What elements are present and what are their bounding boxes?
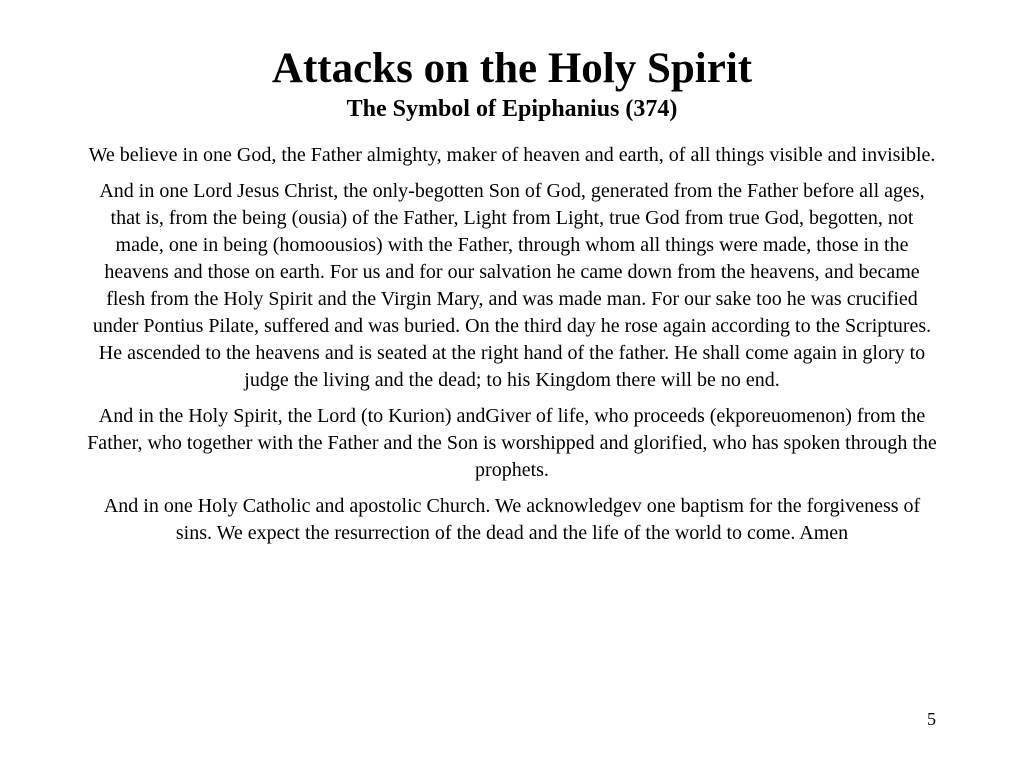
slide-subtitle: The Symbol of Epiphanius (374) bbox=[346, 96, 678, 122]
page-number: 5 bbox=[927, 709, 936, 729]
paragraph-holy-spirit: And in the Holy Spirit, the Lord (to Kurion) andGiver of life, who proceeds (ekporeuomenon) from the Father, who together with the Father and the Son is worshipped and glorified, who has spoken through the prophets. bbox=[87, 405, 937, 481]
slide-title: Attacks on the Holy Spirit bbox=[271, 45, 753, 92]
paragraph-son: And in one Lord Jesus Christ, the only-begotten Son of God, generated from the Father before all ages, that is, from the being (ousia) of the Father, Light from Light, true God from true God, begotten, not made, one in being (homoousios) with the Father, through whom all things were made, those in the heavens and those on earth. For us and for our salvation he came down from the heavens, and became flesh from the Holy Spirit and the Virgin Mary, and was made man. For our sake too he was crucified under Pontius Pilate, suffered and was buried. On the third day he rose again according to the Scriptures. He ascended to the heavens and is seated at the right hand of the father. He shall come again in glory to judge the living and the dead; to his Kingdom there will be no end. bbox=[92, 180, 932, 391]
paragraph-church: And in one Holy Catholic and apostolic Church. We acknowledgev one baptism for the forgiveness of sins. We expect the resurrection of the dead and the life of the world to come. Amen bbox=[103, 495, 921, 544]
creed-text bbox=[84, 142, 940, 556]
paragraph-father: We believe in one God, the Father almighty, maker of heaven and earth, of all things visible and invisible. bbox=[88, 144, 936, 166]
